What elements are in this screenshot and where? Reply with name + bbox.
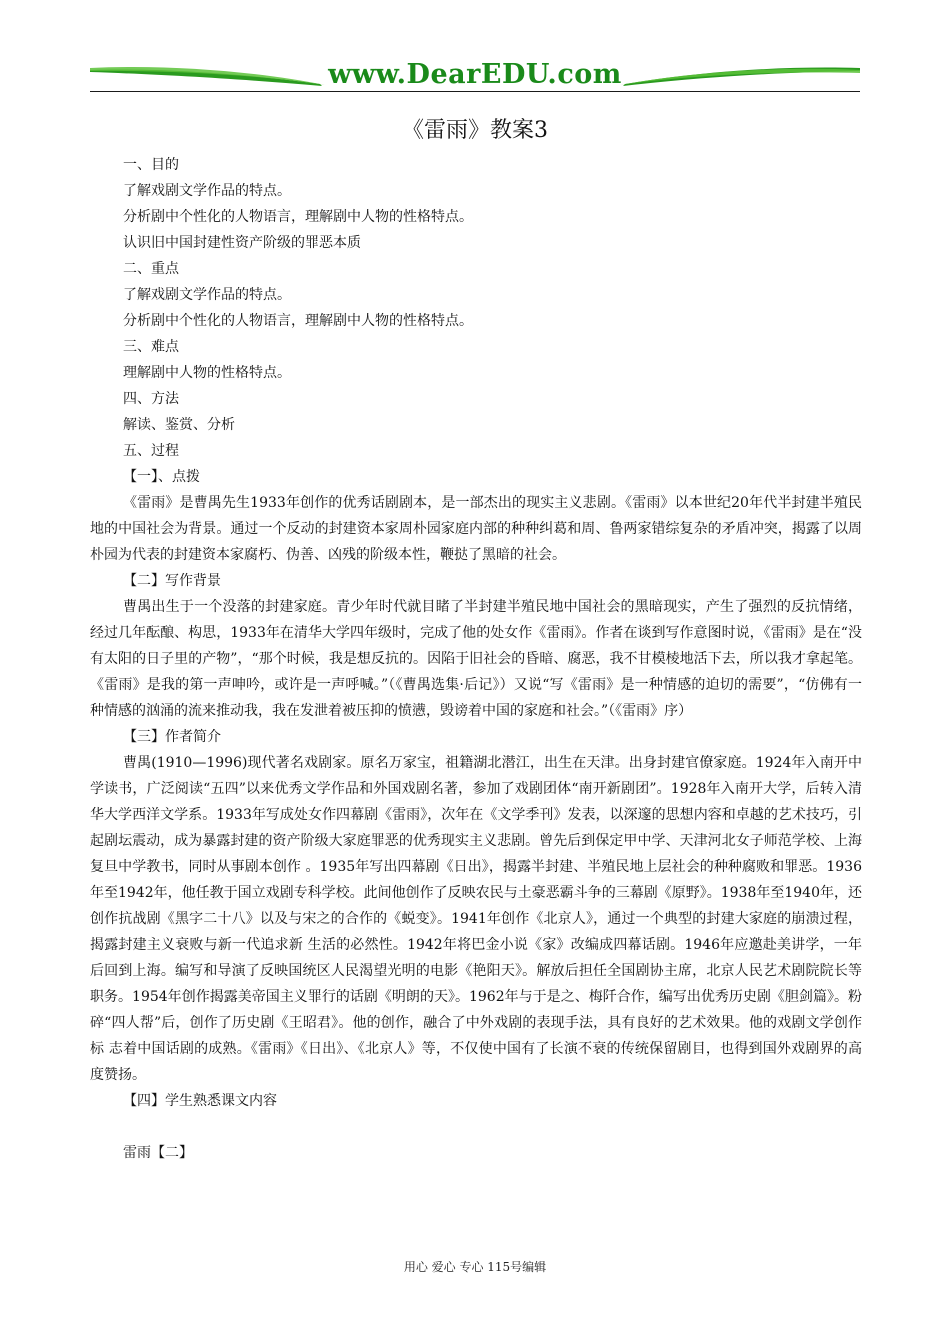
paragraph: 曹禺(1910—1996)现代著名戏剧家。原名万家宝，祖籍湖北潜江，出生在天津。出身封建官僚家庭。1924年入南开中学读书，广泛阅读“五四”以来优秀文学作品和外国戏剧名著，参加了戏剧团体“南开新剧团”。1928年入南开大学，后转入清华大学西洋文学系。1933年写成处女作四幕剧《雷雨》，次年在《文学季刊》发表，以深邃的思想内容和卓越的艺术技巧，引起剧坛震动，成为暴露封建的资产阶级大家庭罪恶的优秀现实主义悲剧。曾先后到保定甲中学、天津河北女子师范学校、上海复旦中学教书，同时从事剧本创作 。1935年写出四幕剧《日出》，揭露半封建、半殖民地上层社会的种种腐败和罪恶。1936年至1942年，他任教于国立戏剧专科学校。此间他创作了反映农民与土豪恶霸斗争的三幕剧《原野》。1938年至1940年，还创作抗战剧《黑字二十八》以及与宋之的合作的《蜕变》。1941年创作《北京人》，通过一个典型的封建大家庭的崩溃过程，揭露封建主义衰败与新一代追求新 生活的必然性。1942年将巴金小说《家》改编成四幕话剧。1946年应邀赴美讲学，一年后回到上海。编写和导演了反映国统区人民渴望光明的电影《艳阳天》。解放后担任全国剧协主席，北京人民艺术剧院院长等职务。1954年创作揭露美帝国主义罪行的话剧《明朗的天》。1962年与于是之、梅阡合作，编写出优秀历史剧《胆剑篇》。粉碎“四人帮”后，创作了历史剧《王昭君》。他的创作，融合了中外戏剧的表现手法，具有良好的艺术效果。他的戏剧文学创作标 志着中国话剧的成熟。《雷雨》《日出》、《北京人》等，不仅使中国有了长演不衰的传统保留剧目，也得到国外戏剧界的高度赞扬。 <box>90 755 862 1083</box>
document-title: 《雷雨》教案3 <box>402 118 548 143</box>
paragraph: 曹禺出生于一个没落的封建家庭。青少年时代就目睹了半封建半殖民地中国社会的黑暗现实，产生了强烈的反抗情绪，经过几年酝酿、构思，1933年在清华大学四年级时，完成了他的处女作《雷雨》。作者在谈到写作意图时说，《雷雨》是在“没有太阳的日子里的产物”，“那个时候，我是想反抗的。因陷于旧社会的昏暗、腐恶，我不甘模棱地活下去，所以我才拿起笔。《雷雨》是我的第一声呻吟，或许是一声呼喊。”（《曹禺选集·后记》）又说“写《雷雨》是一种情感的迫切的需要”，“仿佛有一种情感的汹涌的流来推动我，我在发泄着被压抑的愤懑，毁谤着中国的家庭和社会。”（《雷雨》序） <box>90 599 862 719</box>
body-line: 认识旧中国封建性资产阶级的罪恶本质 <box>123 235 361 251</box>
section-heading: 三、难点 <box>123 339 179 355</box>
paragraph: 《雷雨》是曹禺先生1933年创作的优秀话剧剧本，是一部杰出的现实主义悲剧。《雷雨》以本世纪20年代半封建半殖民地的中国社会为背景。通过一个反动的封建资本家周朴园家庭内部的种种纠葛和周、鲁两家错综复杂的矛盾冲突，揭露了以周朴园为代表的封建资本家腐朽、伪善、凶残的阶级本性，鞭挞了黑暗的社会。 <box>90 495 862 563</box>
blank-line <box>90 1114 862 1140</box>
body-line: 分析剧中个性化的人物语言，理解剧中人物的性格特点。 <box>123 313 473 329</box>
body-line: 了解戏剧文学作品的特点。 <box>123 183 291 199</box>
page-footer: 用心 爱心 专心 115号编辑 <box>403 1260 547 1274</box>
section-heading: 四、方法 <box>123 391 179 407</box>
subsection-heading: 【三】作者简介 <box>123 729 221 745</box>
header-divider <box>90 91 860 92</box>
section-heading: 五、过程 <box>123 443 179 459</box>
document-body <box>90 152 862 1166</box>
subsection-heading: 雷雨【二】 <box>123 1145 193 1161</box>
body-line: 理解剧中人物的性格特点。 <box>123 365 291 381</box>
body-line: 分析剧中个性化的人物语言，理解剧中人物的性格特点。 <box>123 209 473 225</box>
section-heading: 一、目的 <box>123 157 179 173</box>
section-heading: 二、重点 <box>123 261 179 277</box>
subsection-heading: 【四】学生熟悉课文内容 <box>123 1093 277 1109</box>
body-line: 解读、鉴赏、分析 <box>123 417 235 433</box>
subsection-heading: 【二】写作背景 <box>123 573 221 589</box>
subsection-heading: 【一】、点拨 <box>123 469 200 485</box>
site-logo-text: www.DearEDU.com <box>328 59 622 90</box>
body-line: 了解戏剧文学作品的特点。 <box>123 287 291 303</box>
